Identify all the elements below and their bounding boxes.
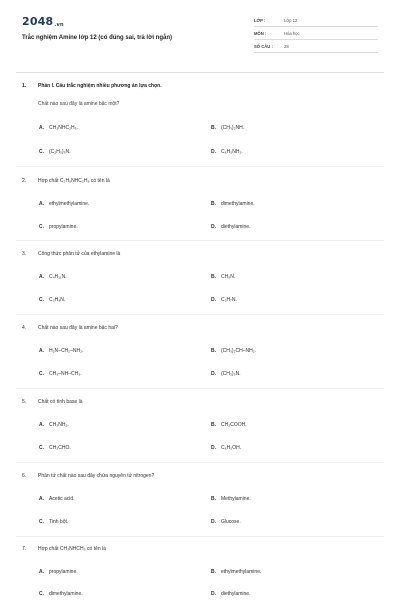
question-stem: Chất có tính base là — [38, 399, 83, 405]
option-c[interactable] — [39, 519, 68, 525]
option-b[interactable] — [211, 201, 255, 207]
meta-key: SỐ CÂU : — [254, 44, 273, 49]
question-stem: Công thức phân tử của ethylamine là — [38, 251, 121, 257]
meta-row-subject — [254, 27, 378, 40]
option-c[interactable] — [39, 149, 71, 155]
option-text: C₆H₅OH. — [221, 445, 242, 451]
option-text: dimethylamine. — [49, 591, 83, 597]
option-letter: A. — [39, 125, 44, 131]
question-separator — [16, 462, 384, 463]
question-line — [22, 546, 106, 552]
document-title: Trắc nghiệm Amine lớp 12 (có đúng sai, trả lời ngắn) — [22, 35, 172, 41]
option-c[interactable] — [39, 224, 78, 230]
option-text: CH₃COOH. — [221, 422, 247, 428]
option-text: CH₃CHO. — [49, 445, 71, 451]
option-c[interactable] — [39, 297, 65, 303]
option-letter: B. — [211, 422, 216, 428]
option-letter: D. — [211, 519, 216, 525]
meta-row-class — [254, 14, 378, 27]
page-header — [0, 0, 400, 70]
option-letter: D. — [211, 445, 216, 451]
question-separator — [16, 536, 384, 537]
option-d[interactable] — [211, 224, 250, 230]
meta-key: LỚP : — [254, 18, 266, 23]
option-d[interactable] — [211, 445, 241, 451]
option-letter: B. — [211, 496, 216, 502]
option-d[interactable] — [211, 519, 241, 525]
option-letter: C. — [39, 591, 44, 597]
section-intro — [22, 83, 162, 89]
question-number: 3. — [22, 251, 27, 257]
option-text: CH₃–NH–CH₃. — [49, 371, 82, 377]
option-letter: C. — [39, 149, 44, 155]
option-letter: A. — [39, 348, 44, 354]
option-d[interactable] — [211, 149, 243, 155]
option-letter: D. — [211, 591, 216, 597]
logo-text: 2048 — [22, 15, 54, 28]
option-b[interactable] — [211, 348, 256, 354]
option-text: C₆H₅NH₂. — [221, 149, 243, 155]
option-text: dimethylamine. — [221, 201, 255, 207]
option-b[interactable] — [211, 496, 251, 502]
question-stem: Hợp chất C₂H₅NHC₂H₅ có tên là — [38, 178, 110, 184]
option-a[interactable] — [39, 201, 89, 207]
option-text: ethylmethylamine. — [49, 201, 90, 207]
option-text: propylamine. — [49, 569, 78, 575]
option-letter: A. — [39, 569, 44, 575]
option-letter: D. — [211, 149, 216, 155]
option-text: Acetic acid. — [49, 496, 75, 502]
option-a[interactable] — [39, 125, 78, 131]
option-letter: B. — [211, 125, 216, 131]
option-text: (CH₃)₃N. — [221, 371, 241, 377]
option-letter: A. — [39, 422, 44, 428]
option-text: diethylamine. — [221, 591, 251, 597]
option-letter: A. — [39, 496, 44, 502]
question-number: 4. — [22, 325, 27, 331]
option-text: Methylamine. — [221, 496, 251, 502]
option-text: propylamine. — [49, 224, 78, 230]
option-a[interactable] — [39, 496, 75, 502]
meta-value: Lớp 12 — [284, 18, 298, 23]
option-letter: B. — [211, 348, 216, 354]
option-text: CH₃NH₂. — [49, 422, 69, 428]
meta-key: MÔN : — [254, 31, 267, 36]
option-a[interactable] — [39, 422, 69, 428]
option-letter: C. — [39, 297, 44, 303]
option-letter: C. — [39, 519, 44, 525]
option-b[interactable] — [211, 569, 261, 575]
header-divider — [16, 72, 384, 73]
logo-suffix: .vn — [54, 22, 64, 28]
option-letter: C. — [39, 224, 44, 230]
question-stem: Chất nào sau đây là amine bậc một? — [38, 101, 120, 107]
option-c[interactable] — [39, 371, 82, 377]
option-b[interactable] — [211, 422, 247, 428]
option-text: (CH₃)₂CH–NH₂. — [221, 348, 257, 354]
option-text: H₂N–CH₂–NH₂. — [49, 348, 84, 354]
option-text: (C₂H₅)₃N. — [49, 149, 71, 155]
option-a[interactable] — [39, 274, 67, 280]
meta-value: Hóa học — [284, 31, 300, 36]
option-a[interactable] — [39, 569, 78, 575]
option-a[interactable] — [39, 348, 83, 354]
question-number: 1. — [22, 83, 27, 89]
option-letter: C. — [39, 371, 44, 377]
option-text: CH₅N. — [221, 274, 236, 280]
question-number: 6. — [22, 473, 27, 479]
option-text: CH₃NHC₂H₅. — [49, 125, 79, 131]
question-separator — [16, 314, 384, 315]
option-letter: D. — [211, 297, 216, 303]
option-text: ethylmethylamine. — [221, 569, 262, 575]
question-separator — [16, 388, 384, 389]
option-letter: D. — [211, 371, 216, 377]
question-separator — [16, 166, 384, 167]
option-d[interactable] — [211, 591, 250, 597]
meta-value: 28 — [284, 44, 289, 49]
option-b[interactable] — [211, 274, 235, 280]
option-text: Glucose. — [221, 519, 241, 525]
question-line — [22, 251, 120, 257]
option-letter: C. — [39, 445, 44, 451]
option-d[interactable] — [211, 297, 237, 303]
option-text: C₄H₁₁N. — [49, 274, 67, 280]
meta-row-count — [254, 40, 378, 53]
question-number: 7. — [22, 546, 27, 552]
option-letter: B. — [211, 274, 216, 280]
option-letter: B. — [211, 569, 216, 575]
option-text: diethylamine. — [221, 224, 251, 230]
option-d[interactable] — [211, 371, 241, 377]
option-letter: A. — [39, 274, 44, 280]
option-text: (CH₃)₂NH. — [221, 125, 245, 131]
option-c[interactable] — [39, 591, 83, 597]
question-line — [22, 399, 82, 405]
question-stem: Hợp chất CH₃NHCH₃ có tên là — [38, 546, 106, 552]
option-letter: B. — [211, 201, 216, 207]
section-heading: Phần I. Câu trắc nghiệm nhiều phương án lựa chọn. — [38, 83, 162, 89]
question-stem: Chất nào sau đây là amine bậc hai? — [38, 325, 118, 331]
question-line — [22, 178, 110, 184]
question-number: 5. — [22, 399, 27, 405]
option-letter: A. — [39, 201, 44, 207]
question-line — [22, 325, 118, 331]
option-c[interactable] — [39, 445, 71, 451]
option-text: C₂H₇N. — [221, 297, 237, 303]
option-text: C₃H₉N. — [49, 297, 66, 303]
option-letter: D. — [211, 224, 216, 230]
option-text: Tinh bột. — [49, 519, 69, 525]
question-separator — [16, 240, 384, 241]
meta-panel — [254, 14, 378, 53]
question-number: 2. — [22, 178, 27, 184]
question-stem: Phân tử chất nào sau đây chứa nguyên tử nitrogen? — [38, 473, 155, 479]
question-line — [22, 473, 154, 479]
option-b[interactable] — [211, 125, 244, 131]
site-logo[interactable] — [22, 15, 64, 28]
